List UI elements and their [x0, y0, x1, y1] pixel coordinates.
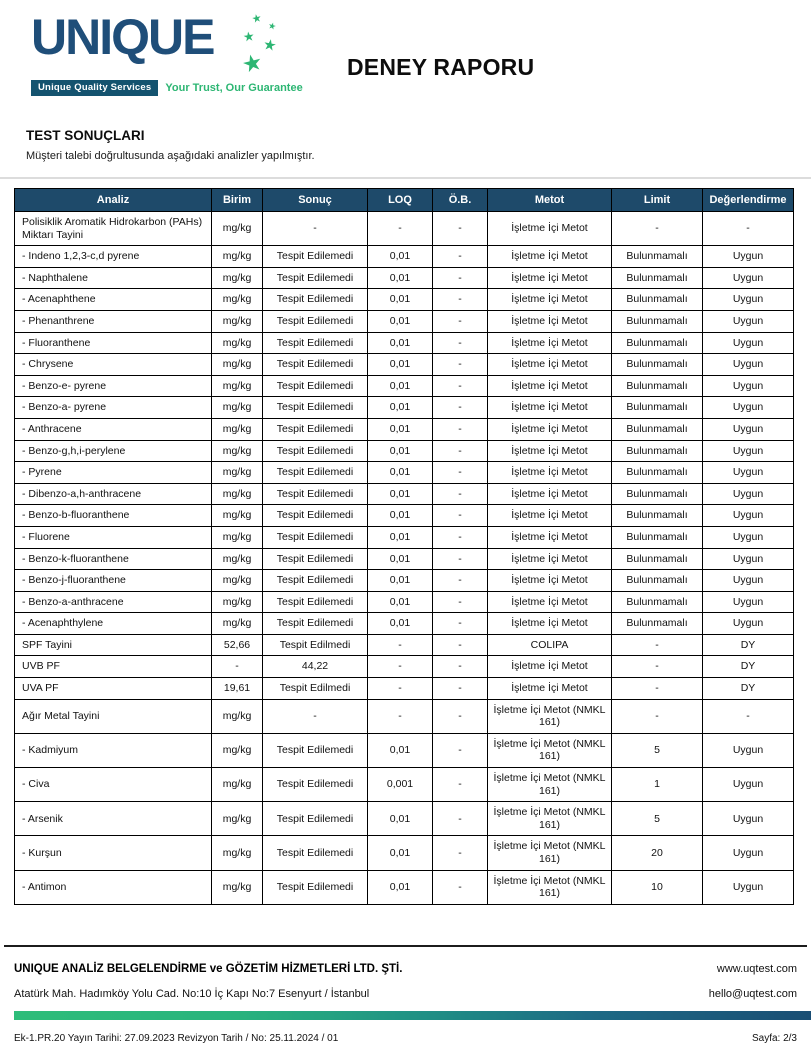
value-cell: COLIPA [488, 634, 612, 656]
value-cell: mg/kg [212, 375, 263, 397]
value-cell: - [612, 656, 703, 678]
value-cell: - [703, 212, 794, 246]
value-cell: mg/kg [212, 418, 263, 440]
value-cell: İşletme İçi Metot [488, 678, 612, 700]
analyte-cell: - Arsenik [15, 802, 212, 836]
value-cell: Bulunmamalı [612, 548, 703, 570]
value-cell: İşletme İçi Metot [488, 570, 612, 592]
value-cell: mg/kg [212, 526, 263, 548]
value-cell: Tespit Edilemedi [263, 375, 368, 397]
star-icon: ★ [250, 12, 263, 26]
value-cell: İşletme İçi Metot (NMKL 161) [488, 836, 612, 870]
value-cell: - [703, 699, 794, 733]
value-cell: İşletme İçi Metot [488, 418, 612, 440]
footer-address-row [14, 988, 797, 1000]
value-cell: - [368, 634, 433, 656]
value-cell: Tespit Edilmedi [263, 634, 368, 656]
column-header: LOQ [368, 189, 433, 212]
value-cell: - [433, 656, 488, 678]
value-cell: - [368, 212, 433, 246]
value-cell: Uygun [703, 375, 794, 397]
value-cell: İşletme İçi Metot (NMKL 161) [488, 870, 612, 904]
analyte-cell: - Fluorene [15, 526, 212, 548]
value-cell: 0,01 [368, 397, 433, 419]
value-cell: 0,01 [368, 246, 433, 268]
value-cell: Bulunmamalı [612, 289, 703, 311]
value-cell: Bulunmamalı [612, 246, 703, 268]
value-cell: Uygun [703, 310, 794, 332]
table-row [15, 310, 794, 332]
column-header: Analiz [15, 189, 212, 212]
value-cell: - [433, 289, 488, 311]
value-cell: - [433, 526, 488, 548]
analyte-cell: - Kadmiyum [15, 733, 212, 767]
value-cell: Tespit Edilemedi [263, 289, 368, 311]
section-subtitle: Müşteri talebi doğrultusunda aşağıdaki analizler yapılmıştır. [26, 150, 315, 162]
value-cell: Uygun [703, 733, 794, 767]
value-cell: 1 [612, 768, 703, 802]
value-cell: Bulunmamalı [612, 440, 703, 462]
value-cell: 5 [612, 802, 703, 836]
value-cell: - [433, 570, 488, 592]
table-row [15, 634, 794, 656]
value-cell: mg/kg [212, 591, 263, 613]
value-cell: mg/kg [212, 332, 263, 354]
value-cell: İşletme İçi Metot [488, 375, 612, 397]
table-row [15, 375, 794, 397]
section-title: TEST SONUÇLARI [26, 128, 145, 143]
value-cell: Tespit Edilemedi [263, 267, 368, 289]
analyte-cell: - Benzo-a-anthracene [15, 591, 212, 613]
value-cell: 52,66 [212, 634, 263, 656]
table-row [15, 836, 794, 870]
analyte-cell: - Fluoranthene [15, 332, 212, 354]
analyte-cell: - Indeno 1,2,3-c,d pyrene [15, 246, 212, 268]
page-number: Sayfa: 2/3 [751, 1033, 797, 1044]
value-cell: Tespit Edilemedi [263, 418, 368, 440]
value-cell: - [433, 634, 488, 656]
analyte-cell: - Dibenzo-a,h-anthracene [15, 483, 212, 505]
analyte-cell: - Acenaphthene [15, 289, 212, 311]
value-cell: İşletme İçi Metot [488, 613, 612, 635]
company-logo [31, 9, 303, 102]
value-cell: 0,01 [368, 440, 433, 462]
company-email-link[interactable]: hello@uqtest.com [708, 988, 797, 1000]
value-cell: - [433, 246, 488, 268]
value-cell: Tespit Edilemedi [263, 733, 368, 767]
value-cell: Tespit Edilemedi [263, 836, 368, 870]
analyte-cell: - Benzo-g,h,i-perylene [15, 440, 212, 462]
table-row [15, 613, 794, 635]
results-table-body [15, 212, 794, 905]
value-cell: - [263, 699, 368, 733]
value-cell: - [433, 267, 488, 289]
value-cell: Uygun [703, 768, 794, 802]
value-cell: - [433, 802, 488, 836]
value-cell: mg/kg [212, 836, 263, 870]
value-cell: 0,01 [368, 310, 433, 332]
table-row [15, 768, 794, 802]
value-cell: Uygun [703, 440, 794, 462]
value-cell: 0,01 [368, 418, 433, 440]
table-row [15, 870, 794, 904]
value-cell: - [368, 656, 433, 678]
table-row [15, 802, 794, 836]
analyte-cell: - Pyrene [15, 462, 212, 484]
value-cell: 0,01 [368, 332, 433, 354]
value-cell: Uygun [703, 836, 794, 870]
value-cell: İşletme İçi Metot (NMKL 161) [488, 802, 612, 836]
value-cell: İşletme İçi Metot [488, 462, 612, 484]
value-cell: Bulunmamalı [612, 462, 703, 484]
value-cell: DY [703, 678, 794, 700]
logo-tagline-row [31, 80, 303, 96]
value-cell: 0,01 [368, 462, 433, 484]
value-cell: mg/kg [212, 570, 263, 592]
value-cell: Bulunmamalı [612, 505, 703, 527]
value-cell: İşletme İçi Metot [488, 246, 612, 268]
value-cell: - [433, 836, 488, 870]
value-cell: Uygun [703, 483, 794, 505]
value-cell: İşletme İçi Metot [488, 440, 612, 462]
value-cell: mg/kg [212, 397, 263, 419]
value-cell: mg/kg [212, 483, 263, 505]
analyte-cell: - Benzo-j-fluoranthene [15, 570, 212, 592]
table-row [15, 267, 794, 289]
page-title: DENEY RAPORU [347, 54, 535, 80]
value-cell: Uygun [703, 397, 794, 419]
value-cell: - [433, 332, 488, 354]
table-row [15, 483, 794, 505]
value-cell: 10 [612, 870, 703, 904]
value-cell: Bulunmamalı [612, 397, 703, 419]
value-cell: - [433, 768, 488, 802]
value-cell: 5 [612, 733, 703, 767]
table-row [15, 548, 794, 570]
value-cell: mg/kg [212, 613, 263, 635]
value-cell: İşletme İçi Metot [488, 267, 612, 289]
value-cell: 0,01 [368, 870, 433, 904]
value-cell: 0,01 [368, 289, 433, 311]
column-header: Değerlendirme [703, 189, 794, 212]
table-row [15, 212, 794, 246]
analyte-cell: Polisiklik Aromatik Hidrokarbon (PAHs) Miktarı Tayini [15, 212, 212, 246]
value-cell: - [433, 212, 488, 246]
analyte-cell: - Benzo-b-fluoranthene [15, 505, 212, 527]
analyte-cell: UVA PF [15, 678, 212, 700]
value-cell: 0,01 [368, 733, 433, 767]
value-cell: Tespit Edilemedi [263, 570, 368, 592]
table-row [15, 418, 794, 440]
value-cell: - [433, 733, 488, 767]
footer-company-row [14, 963, 797, 975]
value-cell: - [368, 678, 433, 700]
value-cell: - [433, 678, 488, 700]
table-row [15, 289, 794, 311]
value-cell: Bulunmamalı [612, 483, 703, 505]
value-cell: DY [703, 634, 794, 656]
value-cell: İşletme İçi Metot (NMKL 161) [488, 768, 612, 802]
table-row [15, 354, 794, 376]
value-cell: İşletme İçi Metot [488, 548, 612, 570]
value-cell: mg/kg [212, 462, 263, 484]
analyte-cell: - Benzo-a- pyrene [15, 397, 212, 419]
star-icon: ★ [261, 35, 278, 56]
value-cell: Uygun [703, 289, 794, 311]
table-header-row [15, 189, 794, 212]
analyte-cell: UVB PF [15, 656, 212, 678]
analyte-cell: - Phenanthrene [15, 310, 212, 332]
value-cell: 0,01 [368, 354, 433, 376]
value-cell: Tespit Edilemedi [263, 548, 368, 570]
value-cell: mg/kg [212, 440, 263, 462]
value-cell: Uygun [703, 332, 794, 354]
value-cell: Bulunmamalı [612, 332, 703, 354]
analyte-cell: - Kurşun [15, 836, 212, 870]
value-cell: Uygun [703, 462, 794, 484]
value-cell: Bulunmamalı [612, 613, 703, 635]
divider [0, 177, 811, 179]
footer-divider [4, 945, 807, 947]
value-cell: - [433, 462, 488, 484]
value-cell: 0,001 [368, 768, 433, 802]
star-icon: ★ [242, 28, 256, 45]
value-cell: 19,61 [212, 678, 263, 700]
value-cell: İşletme İçi Metot [488, 591, 612, 613]
value-cell: İşletme İçi Metot (NMKL 161) [488, 699, 612, 733]
value-cell: mg/kg [212, 505, 263, 527]
value-cell: - [433, 591, 488, 613]
table-row [15, 332, 794, 354]
table-row [15, 570, 794, 592]
logo-badge: Unique Quality Services [31, 80, 158, 96]
value-cell: mg/kg [212, 310, 263, 332]
value-cell: Tespit Edilemedi [263, 526, 368, 548]
value-cell: Uygun [703, 526, 794, 548]
analyte-cell: - Naphthalene [15, 267, 212, 289]
analyte-cell: - Acenaphthylene [15, 613, 212, 635]
value-cell: mg/kg [212, 548, 263, 570]
value-cell: Tespit Edilemedi [263, 332, 368, 354]
value-cell: Uygun [703, 613, 794, 635]
star-icon: ★ [266, 20, 278, 32]
logo-tagline: Your Trust, Our Guarantee [165, 82, 303, 94]
value-cell: Tespit Edilemedi [263, 354, 368, 376]
value-cell: İşletme İçi Metot [488, 397, 612, 419]
value-cell: - [433, 440, 488, 462]
column-header: Sonuç [263, 189, 368, 212]
value-cell: - [433, 418, 488, 440]
star-icon: ★ [239, 47, 266, 79]
value-cell: mg/kg [212, 733, 263, 767]
value-cell: 0,01 [368, 836, 433, 870]
value-cell: Bulunmamalı [612, 570, 703, 592]
value-cell: Bulunmamalı [612, 354, 703, 376]
analyte-cell: Ağır Metal Tayini [15, 699, 212, 733]
value-cell: Tespit Edilemedi [263, 440, 368, 462]
value-cell: mg/kg [212, 246, 263, 268]
value-cell: Uygun [703, 548, 794, 570]
value-cell: İşletme İçi Metot [488, 310, 612, 332]
column-header: Birim [212, 189, 263, 212]
table-row [15, 462, 794, 484]
table-row [15, 733, 794, 767]
table-row [15, 505, 794, 527]
value-cell: mg/kg [212, 768, 263, 802]
value-cell: - [433, 613, 488, 635]
table-row [15, 699, 794, 733]
value-cell: 0,01 [368, 570, 433, 592]
value-cell: Tespit Edilemedi [263, 246, 368, 268]
value-cell: İşletme İçi Metot [488, 526, 612, 548]
value-cell: İşletme İçi Metot [488, 505, 612, 527]
company-name: UNIQUE ANALİZ BELGELENDİRME ve GÖZETİM HİZMETLERİ LTD. ŞTİ. [14, 963, 403, 975]
value-cell: Bulunmamalı [612, 526, 703, 548]
value-cell: mg/kg [212, 802, 263, 836]
value-cell: mg/kg [212, 212, 263, 246]
value-cell: İşletme İçi Metot [488, 656, 612, 678]
value-cell: Uygun [703, 570, 794, 592]
table-row [15, 526, 794, 548]
value-cell: 0,01 [368, 267, 433, 289]
analyte-cell: - Anthracene [15, 418, 212, 440]
value-cell: Tespit Edilemedi [263, 462, 368, 484]
value-cell: Uygun [703, 870, 794, 904]
analyte-cell: - Civa [15, 768, 212, 802]
value-cell: Tespit Edilemedi [263, 505, 368, 527]
company-address: Atatürk Mah. Hadımköy Yolu Cad. No:10 İç Kapı No:7 Esenyurt / İstanbul [14, 988, 370, 1000]
value-cell: İşletme İçi Metot [488, 289, 612, 311]
value-cell: 44,22 [263, 656, 368, 678]
value-cell: 0,01 [368, 526, 433, 548]
value-cell: - [433, 375, 488, 397]
value-cell: Tespit Edilemedi [263, 397, 368, 419]
value-cell: - [433, 483, 488, 505]
value-cell: - [433, 310, 488, 332]
value-cell: Tespit Edilemedi [263, 310, 368, 332]
value-cell: Tespit Edilemedi [263, 870, 368, 904]
value-cell: - [433, 870, 488, 904]
value-cell: mg/kg [212, 354, 263, 376]
value-cell: 0,01 [368, 483, 433, 505]
value-cell: DY [703, 656, 794, 678]
analyte-cell: - Chrysene [15, 354, 212, 376]
table-row [15, 678, 794, 700]
table-row [15, 440, 794, 462]
value-cell: Uygun [703, 267, 794, 289]
value-cell: Uygun [703, 591, 794, 613]
value-cell: Uygun [703, 802, 794, 836]
value-cell: 0,01 [368, 802, 433, 836]
value-cell: mg/kg [212, 699, 263, 733]
value-cell: Tespit Edilmedi [263, 678, 368, 700]
document-meta: Ek-1.PR.20 Yayın Tarihi: 27.09.2023 Revizyon Tarih / No: 25.11.2024 / 01 [14, 1033, 339, 1044]
value-cell: Tespit Edilemedi [263, 802, 368, 836]
value-cell: Bulunmamalı [612, 267, 703, 289]
footer-meta-row [14, 1033, 797, 1044]
value-cell: 0,01 [368, 548, 433, 570]
value-cell: İşletme İçi Metot (NMKL 161) [488, 733, 612, 767]
table-row [15, 591, 794, 613]
value-cell: Tespit Edilemedi [263, 483, 368, 505]
value-cell: Uygun [703, 418, 794, 440]
results-table [14, 188, 794, 905]
value-cell: 0,01 [368, 375, 433, 397]
value-cell: Bulunmamalı [612, 418, 703, 440]
value-cell: - [433, 397, 488, 419]
analyte-cell: - Benzo-e- pyrene [15, 375, 212, 397]
table-row [15, 397, 794, 419]
value-cell: 0,01 [368, 505, 433, 527]
value-cell: - [263, 212, 368, 246]
value-cell: - [433, 699, 488, 733]
value-cell: - [433, 354, 488, 376]
value-cell: 20 [612, 836, 703, 870]
value-cell: Tespit Edilemedi [263, 591, 368, 613]
value-cell: Bulunmamalı [612, 375, 703, 397]
column-header: Metot [488, 189, 612, 212]
value-cell: mg/kg [212, 870, 263, 904]
analyte-cell: - Antimon [15, 870, 212, 904]
value-cell: - [433, 548, 488, 570]
analyte-cell: - Benzo-k-fluoranthene [15, 548, 212, 570]
value-cell: - [212, 656, 263, 678]
value-cell: Tespit Edilemedi [263, 768, 368, 802]
value-cell: mg/kg [212, 289, 263, 311]
value-cell: Uygun [703, 354, 794, 376]
value-cell: Bulunmamalı [612, 310, 703, 332]
value-cell: Bulunmamalı [612, 591, 703, 613]
column-header: Limit [612, 189, 703, 212]
value-cell: - [612, 212, 703, 246]
value-cell: İşletme İçi Metot [488, 332, 612, 354]
table-row [15, 246, 794, 268]
value-cell: İşletme İçi Metot [488, 212, 612, 246]
logo-wordmark: UNIQUE [31, 9, 214, 65]
value-cell: İşletme İçi Metot [488, 483, 612, 505]
value-cell: İşletme İçi Metot [488, 354, 612, 376]
column-header: Ö.B. [433, 189, 488, 212]
value-cell: mg/kg [212, 267, 263, 289]
value-cell: - [612, 634, 703, 656]
footer-gradient-bar [14, 1011, 811, 1020]
value-cell: 0,01 [368, 613, 433, 635]
value-cell: - [612, 678, 703, 700]
value-cell: 0,01 [368, 591, 433, 613]
value-cell: Tespit Edilemedi [263, 613, 368, 635]
value-cell: Uygun [703, 505, 794, 527]
analyte-cell: SPF Tayini [15, 634, 212, 656]
value-cell: - [368, 699, 433, 733]
value-cell: Uygun [703, 246, 794, 268]
company-website-link[interactable]: www.uqtest.com [716, 963, 797, 975]
table-row [15, 656, 794, 678]
value-cell: - [612, 699, 703, 733]
value-cell: - [433, 505, 488, 527]
